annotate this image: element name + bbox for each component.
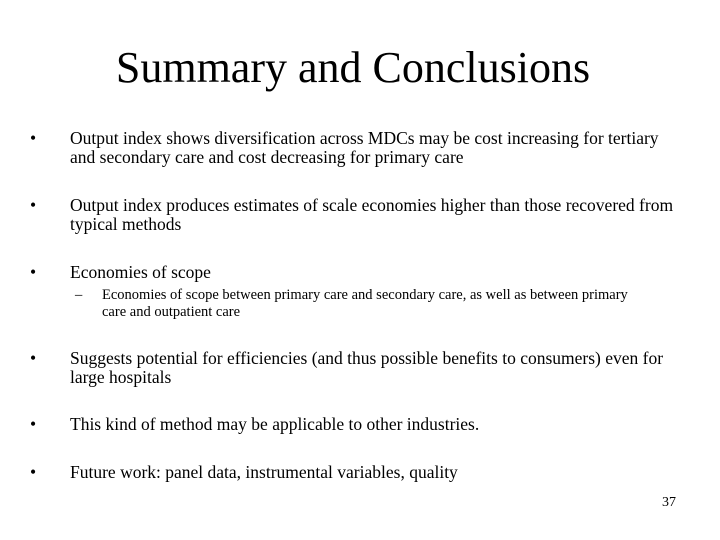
page-number: 37: [662, 495, 676, 510]
sub-bullet-item: [75, 287, 655, 321]
bullet-text: Output index shows diversification across MDCs may be cost increasing for tertiary and secondary care and cost decreasing for primary care: [70, 128, 659, 167]
bullet-text: Suggests potential for efficiencies (and thus possible benefits to consumers) even for large hospitals: [70, 348, 664, 387]
bullet-icon: •: [30, 414, 37, 434]
bullet-item: [30, 415, 680, 434]
bullet-item: [30, 349, 680, 387]
bullet-icon: •: [30, 348, 37, 368]
sub-bullet-text: Economies of scope between primary care and secondary care, as well as between primary care and outpatient care: [102, 287, 628, 320]
bullet-icon: •: [30, 128, 37, 148]
bullet-item: [30, 196, 680, 234]
slide-title: Summary and Conclusions: [115, 43, 591, 92]
bullet-text: This kind of method may be applicable to other industries.: [70, 414, 480, 434]
bullet-icon: •: [30, 462, 37, 482]
bullet-text: Future work: panel data, instrumental variables, quality: [70, 462, 458, 482]
bullet-text: Economies of scope: [70, 262, 211, 282]
bullet-icon: •: [30, 195, 37, 215]
bullet-text: Output index produces estimates of scale economies higher than those recovered from typical methods: [70, 195, 674, 234]
bullet-item: [30, 463, 680, 482]
bullet-item: [30, 129, 680, 167]
dash-icon: –: [75, 287, 83, 303]
bullet-icon: •: [30, 262, 37, 282]
bullet-item: [30, 263, 680, 282]
